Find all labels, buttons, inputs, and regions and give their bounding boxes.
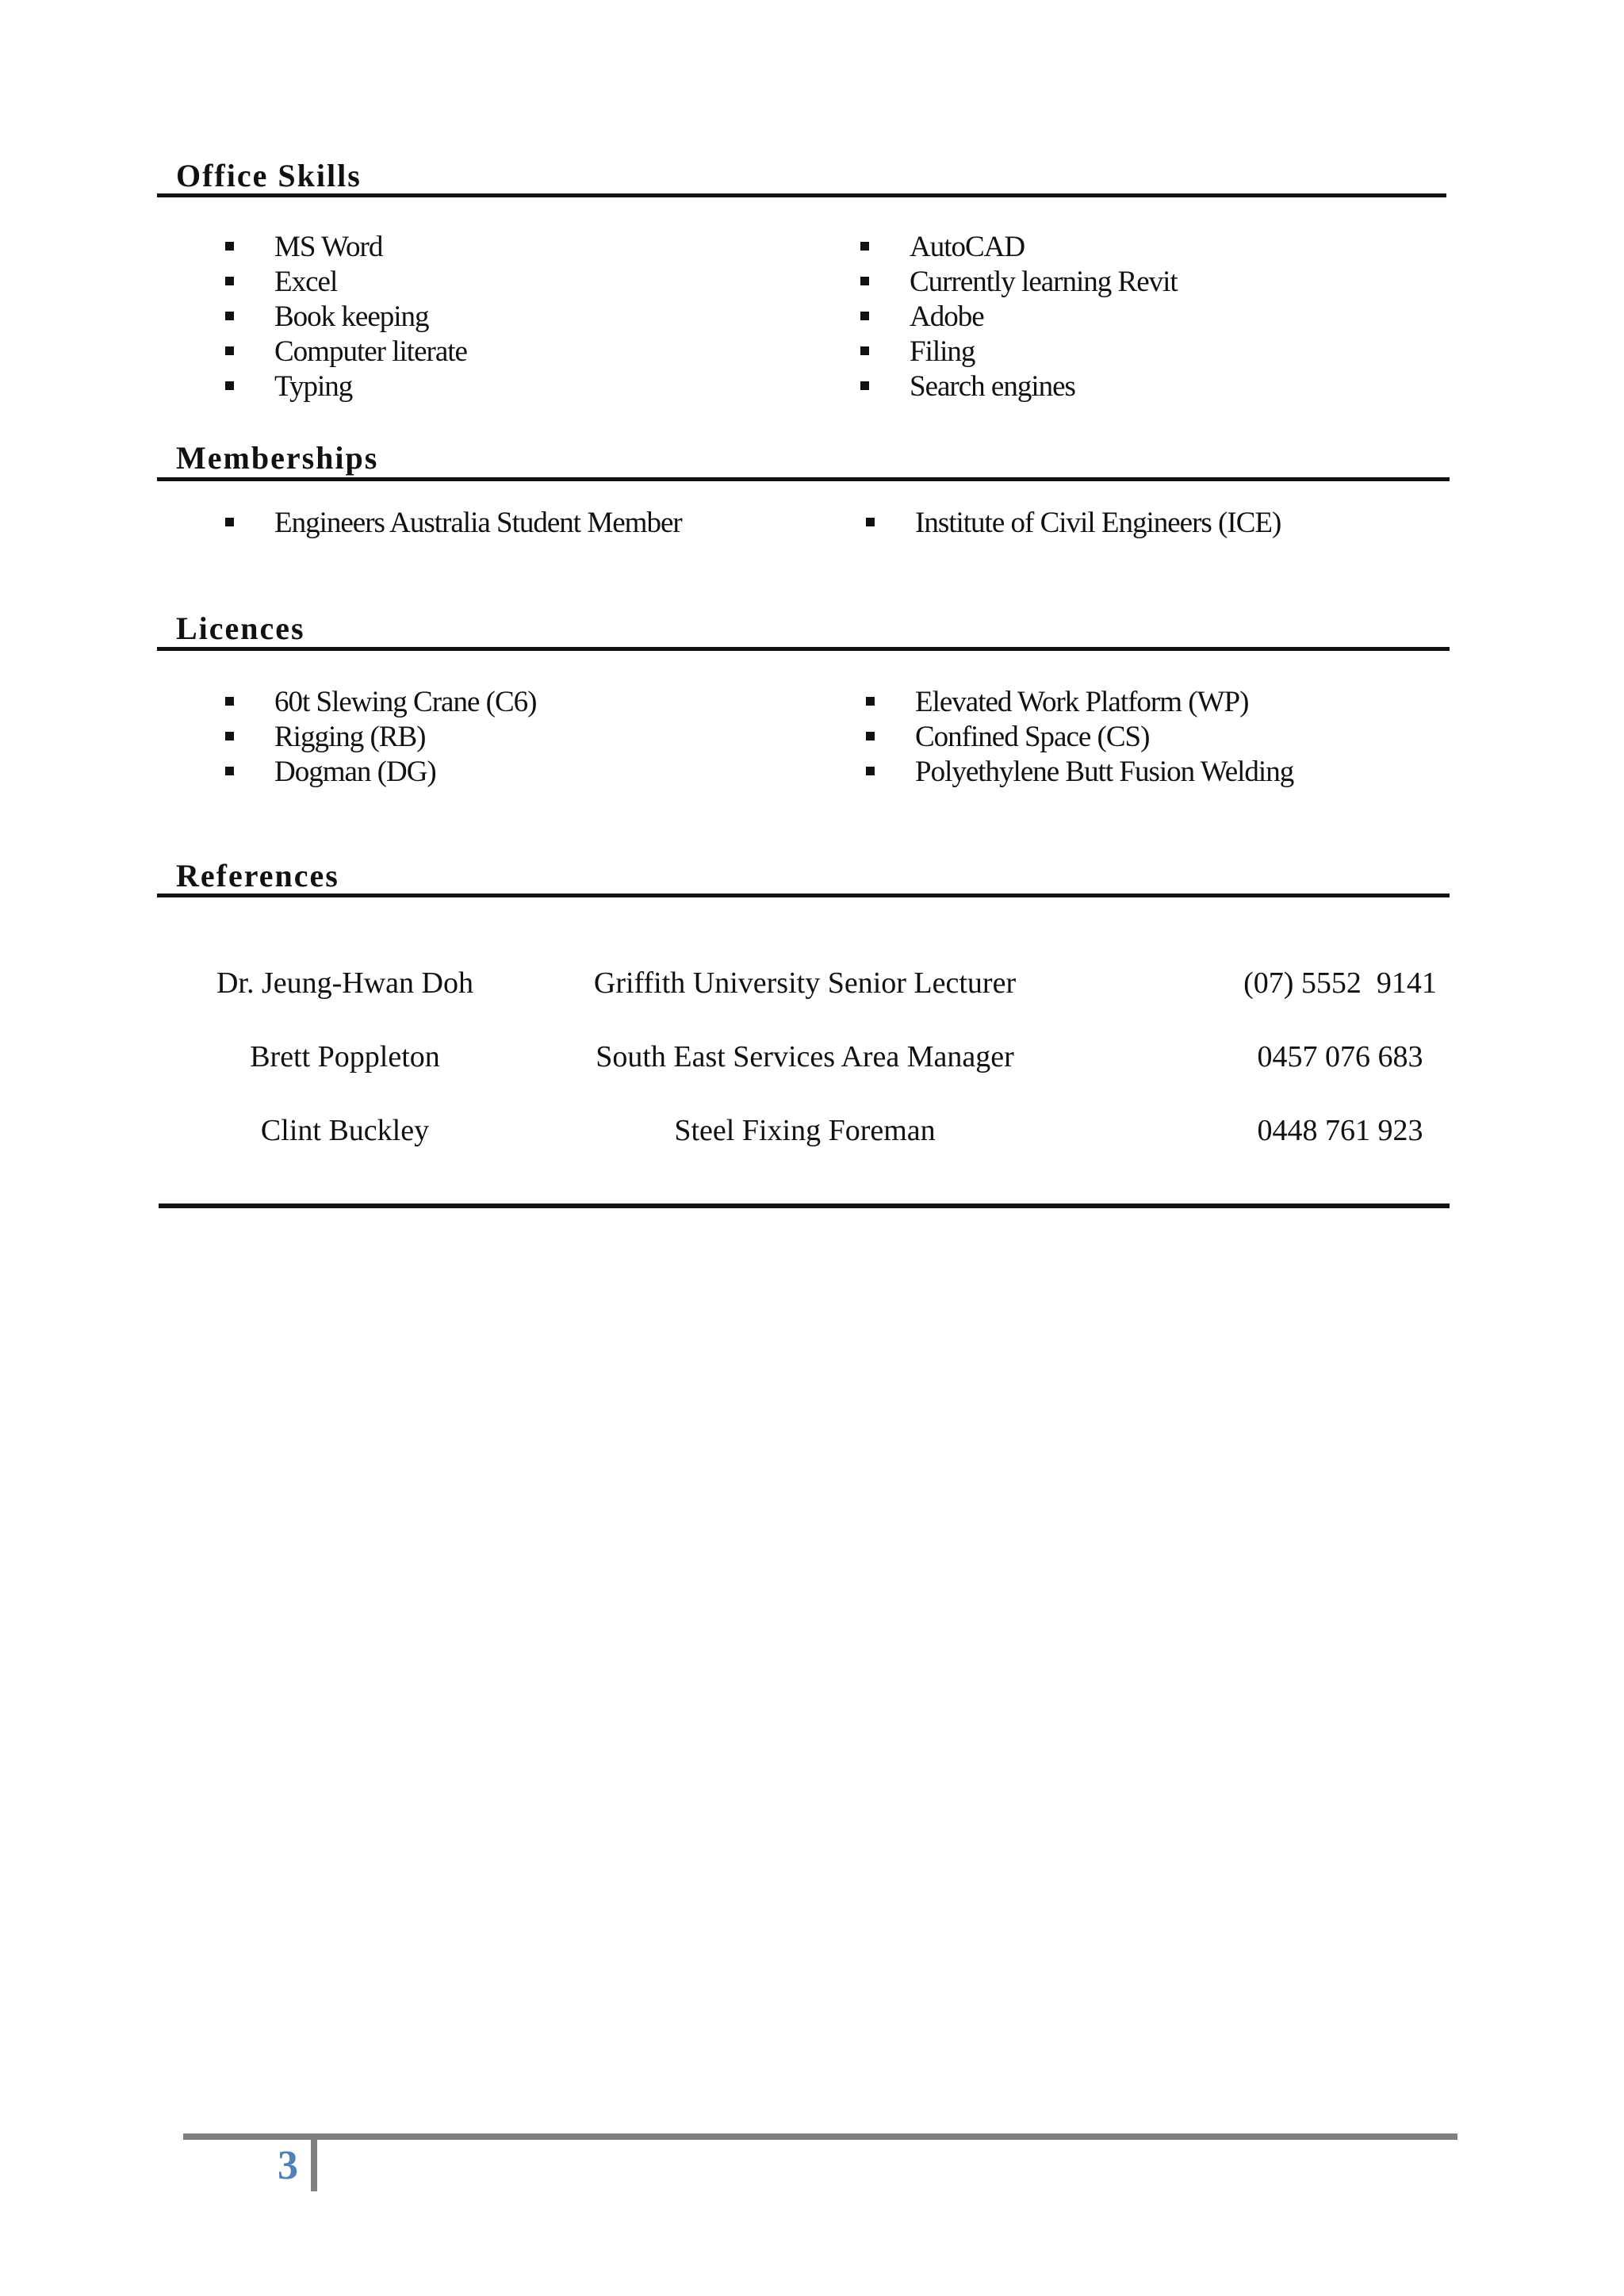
list-item: Typing (225, 369, 467, 404)
list-item: Institute of Civil Engineers (ICE) (866, 506, 1281, 541)
square-bullet-icon (860, 277, 869, 285)
reference-phone: 0448 761 923 (1257, 1114, 1423, 1147)
square-bullet-icon (225, 242, 234, 251)
references-rule (157, 894, 1450, 897)
list-item: Polyethylene Butt Fusion Welding (866, 755, 1293, 790)
reference-role: Steel Fixing Foreman (674, 1114, 936, 1147)
office-skills-list-left (225, 230, 467, 404)
reference-phone: 0457 076 683 (1257, 1040, 1423, 1073)
list-item: Book keeping (225, 300, 467, 335)
footer-divider (311, 2133, 317, 2191)
list-item: Dogman (DG) (225, 755, 536, 790)
square-bullet-icon (860, 312, 869, 320)
list-item: Filing (860, 335, 1178, 369)
reference-row (159, 966, 1437, 1001)
list-item: Currently learning Revit (860, 265, 1178, 300)
list-item: Rigging (RB) (225, 720, 536, 755)
list-item: Elevated Work Platform (WP) (866, 685, 1293, 720)
licences-list-right (866, 685, 1293, 790)
memberships-list-left (225, 506, 682, 541)
square-bullet-icon (866, 767, 875, 775)
list-item: Engineers Australia Student Member (225, 506, 682, 541)
memberships-heading: Memberships (176, 440, 379, 476)
page-number: 3 (278, 2143, 298, 2188)
reference-role: South East Services Area Manager (596, 1040, 1014, 1073)
square-bullet-icon (225, 312, 234, 320)
office-skills-list-right (860, 230, 1178, 404)
square-bullet-icon (866, 697, 875, 706)
office-skills-rule (157, 193, 1446, 197)
references-bottom-rule (159, 1203, 1450, 1208)
list-item: Computer literate (225, 335, 467, 369)
reference-name: Dr. Jeung-Hwan Doh (216, 966, 473, 1000)
list-item: Confined Space (CS) (866, 720, 1293, 755)
licences-heading: Licences (176, 610, 305, 646)
reference-row (159, 1039, 1427, 1074)
square-bullet-icon (860, 242, 869, 251)
memberships-list-right (866, 506, 1281, 541)
list-item: Excel (225, 265, 467, 300)
square-bullet-icon (866, 732, 875, 740)
list-item: Search engines (860, 369, 1178, 404)
square-bullet-icon (225, 381, 234, 390)
square-bullet-icon (225, 697, 234, 706)
list-item: AutoCAD (860, 230, 1178, 265)
memberships-rule (157, 477, 1450, 481)
square-bullet-icon (866, 518, 875, 526)
square-bullet-icon (225, 767, 234, 775)
reference-row (159, 1113, 1427, 1148)
licences-list-left (225, 685, 536, 790)
list-item: 60t Slewing Crane (C6) (225, 685, 536, 720)
references-heading: References (176, 858, 339, 894)
square-bullet-icon (860, 381, 869, 390)
list-item: Adobe (860, 300, 1178, 335)
square-bullet-icon (225, 277, 234, 285)
reference-phone: (07) 5552 9141 (1243, 966, 1437, 1000)
square-bullet-icon (225, 346, 234, 355)
list-item: MS Word (225, 230, 467, 265)
square-bullet-icon (225, 518, 234, 526)
square-bullet-icon (860, 346, 869, 355)
reference-name: Clint Buckley (260, 1114, 430, 1147)
reference-role: Griffith University Senior Lecturer (593, 966, 1017, 1000)
footer-rule (183, 2133, 1457, 2140)
square-bullet-icon (225, 732, 234, 740)
reference-name: Brett Poppleton (250, 1040, 440, 1073)
licences-rule (157, 647, 1450, 651)
office-skills-heading: Office Skills (176, 158, 362, 193)
